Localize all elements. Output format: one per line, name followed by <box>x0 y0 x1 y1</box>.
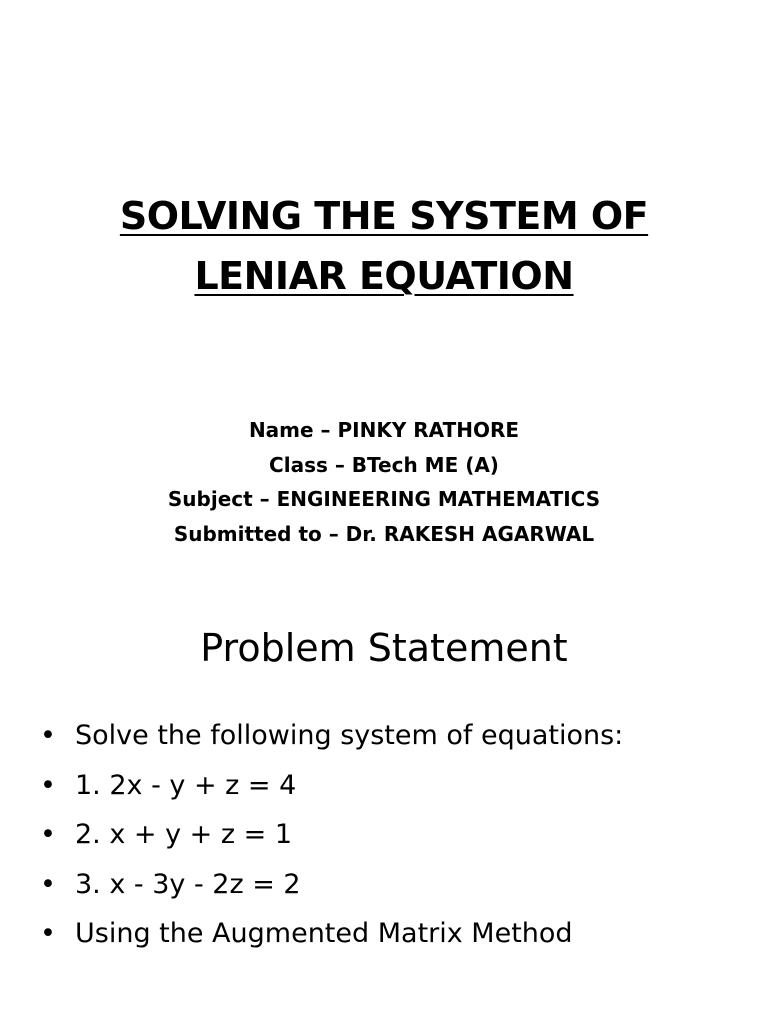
bullet-text: Using the Augmented Matrix Method <box>75 918 573 949</box>
slide-title <box>0 186 768 306</box>
author-subject: Subject – ENGINEERING MATHEMATICS <box>167 487 601 511</box>
bullet-item <box>40 810 623 860</box>
bullet-icon: • <box>40 868 56 900</box>
author-info <box>0 413 768 551</box>
bullet-item <box>40 761 623 811</box>
slide-title-line-2: LENIAR EQUATION <box>194 254 574 298</box>
author-name: Name – PINKY RATHORE <box>248 418 520 442</box>
bullet-item <box>40 860 623 910</box>
bullet-item <box>40 711 623 761</box>
section-heading: Problem Statement <box>200 626 568 670</box>
bullet-text: Solve the following system of equations: <box>75 720 624 751</box>
bullet-icon: • <box>40 720 56 751</box>
bullet-icon: • <box>40 918 56 949</box>
bullet-item <box>40 909 623 959</box>
bullet-text: 1. 2x - y + z = 4 <box>75 769 297 801</box>
slide-title-line-1: SOLVING THE SYSTEM OF <box>119 194 649 238</box>
bullet-icon: • <box>40 769 56 801</box>
author-class: Class – BTech ME (A) <box>269 452 499 477</box>
author-submitted-to: Submitted to – Dr. RAKESH AGARWAL <box>173 521 595 546</box>
bullet-text: 2. x + y + z = 1 <box>75 819 293 850</box>
problem-bullet-list <box>40 711 623 959</box>
bullet-icon: • <box>40 819 56 850</box>
bullet-text: 3. x - 3y - 2z = 2 <box>75 868 301 900</box>
